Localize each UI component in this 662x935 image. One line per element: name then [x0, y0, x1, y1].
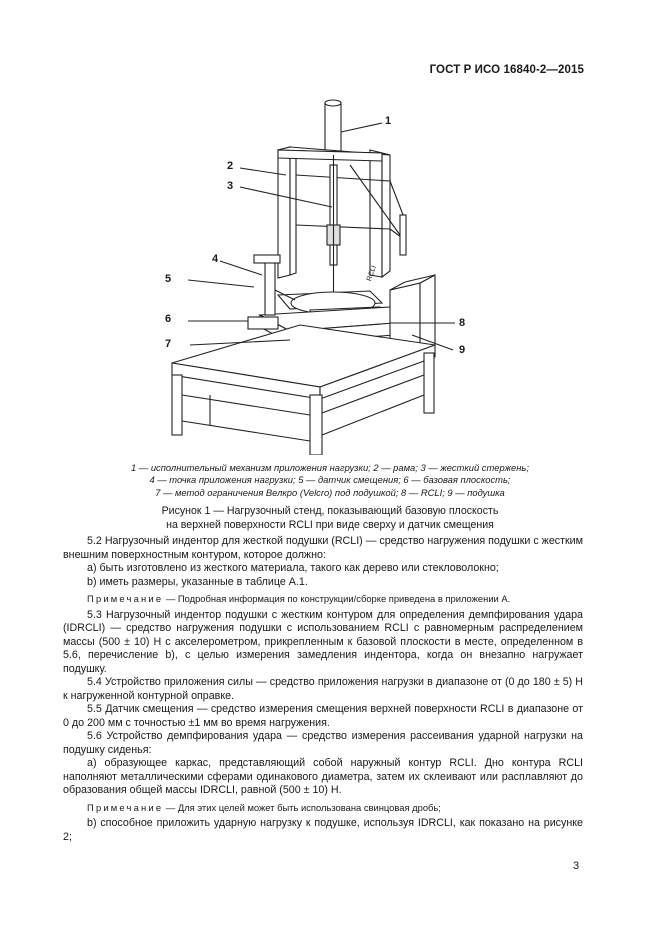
para-5-4: 5.4 Устройство приложения силы — средство приложения нагрузки в диапазоне от (0 до 180 ± 5) Н к нагруженной контурной оправке.: [63, 676, 583, 702]
loading-rig-drawing: [150, 95, 490, 455]
note-2-text: — Для этих целей может быть использована свинцовая дробь;: [163, 801, 441, 813]
figure-label-8: 8: [459, 317, 466, 329]
document-header: ГОСТ Р ИСО 16840-2—2015: [429, 64, 584, 76]
figure-caption: [60, 505, 600, 533]
figure-label-6: 6: [165, 313, 172, 325]
body-text: [63, 535, 583, 844]
figure-1-loading-rig: [150, 95, 490, 455]
figure-label-5: 5: [165, 273, 172, 285]
note-2: [63, 801, 583, 815]
legend-line-1: 1 — исполнительный механизм приложения нагрузки; 2 — рама; 3 — жесткий стержень;: [131, 462, 529, 473]
legend-line-2: 4 — точка приложения нагрузки; 5 — датчик смещения; 6 — базовая плоскость;: [149, 474, 511, 486]
para-5-2-b: b) иметь размеры, указанные в таблице А.1.: [87, 575, 308, 588]
actuator-rod: [325, 103, 341, 155]
note-1: [63, 592, 583, 606]
page-number: 3: [573, 860, 580, 872]
figure-label-1: 1: [385, 115, 392, 127]
note-1-text: — Подробная информация по конструкции/сборке приведена в приложении А.: [163, 593, 511, 604]
displacement-sensor: [265, 260, 275, 315]
para-5-5: 5.5 Датчик смещения — средство измерения смещения верхней поверхности RCLI в диапазоне от 0 до 200 мм с точностью ±1 мм во время нагружения.: [63, 703, 583, 729]
para-5-3: 5.3 Нагрузочный индентор подушки с жестким контуром для определения демпфирования удара (IDRCLI) — средство нагружения подушки с использованием RCLI с равномерным распределением массы (500 ± 10) Н с акселерометром, прикрепленным к базовой плоскости в месте, определенном в 5.6, перечисление b), с целью измерения замедления индентора, когда он внезапно нагружает подушку.: [63, 608, 583, 675]
note-2-label: Примечание: [87, 801, 164, 813]
para-5-6-a: a) образующее каркас, представляющий собой наружный контур RCLI. Дно контура RCLI наполняют металлическими сферами одинакового диаметра, затем их склеивают или расплавляют до образования общей массы IDRCLI, равной (500 ± 10) Н.: [63, 757, 583, 796]
figure-legend: [60, 462, 600, 499]
para-5-2: 5.2 Нагрузочный индентор для жесткой подушки (RCLI) — средство нагружения подушки с жестким внешним поверхностным контуром, которое должно:: [63, 535, 583, 561]
note-1-label: Примечание: [87, 593, 164, 604]
para-5-6: 5.6 Устройство демпфирования удара — средство измерения рассеивания ударной нагрузки на подушку сиденья:: [63, 730, 583, 756]
para-5-6-b: b) способное приложить ударную нагрузку к подушке, используя IDRCLI, как показано на рисунке 2;: [63, 817, 583, 843]
figure-label-4: 4: [212, 253, 219, 265]
caption-line-1: Рисунок 1 — Нагрузочный стенд, показывающий базовую плоскость: [161, 505, 499, 517]
figure-label-2: 2: [227, 160, 234, 172]
caption-line-2: на верхней поверхности RCLI при виде сверху и датчик смещения: [166, 518, 494, 531]
para-5-2-a: a) быть изготовлено из жесткого материала, такого как дерево или стекловолокно;: [87, 562, 499, 574]
figure-label-3: 3: [227, 180, 234, 192]
figure-label-9: 9: [459, 344, 466, 356]
rcli-side-mark: RCLI: [365, 264, 378, 283]
figure-label-7: 7: [165, 338, 172, 350]
legend-line-3: 7 — метод ограничения Велкро (Velcro) под подушкой; 8 — RCLI; 9 — подушка: [155, 486, 505, 498]
